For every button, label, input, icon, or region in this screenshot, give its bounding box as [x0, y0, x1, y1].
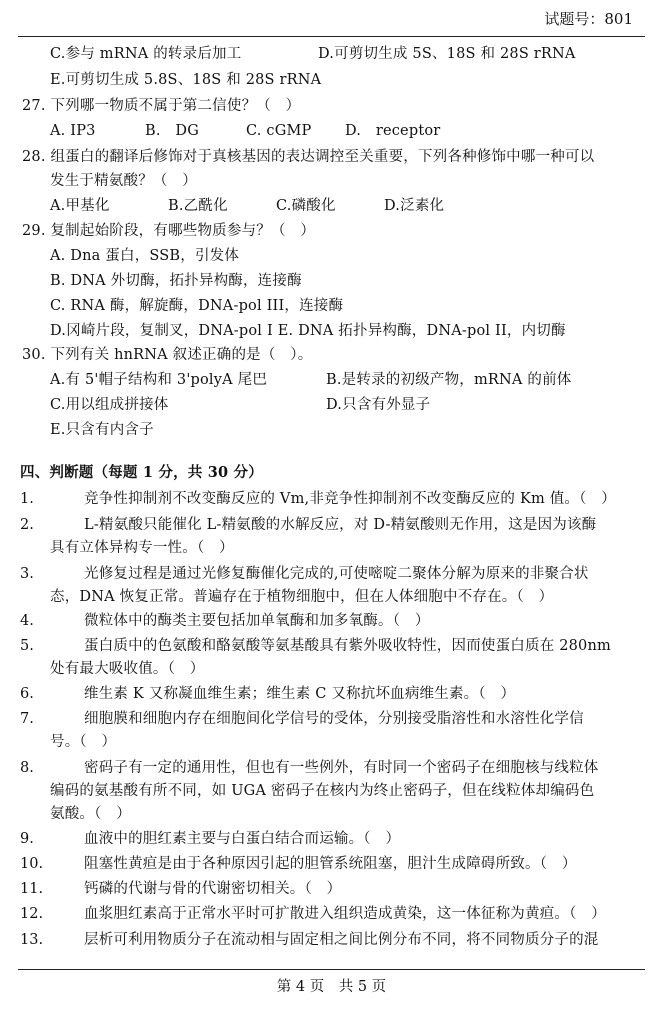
item-number: 9.: [20, 831, 34, 847]
item-number: 5.: [20, 638, 34, 654]
q29-option-a: A. Dna 蛋白，SSB，引发体: [50, 248, 240, 264]
q28-stem-line2: 发生于精氨酸？（ ）: [50, 173, 197, 189]
item-text-cont: 号。（ ）: [50, 734, 117, 750]
q27-option-a: A. IP3: [50, 123, 96, 139]
item-text: 钙磷的代谢与骨的代谢密切相关。（ ）: [84, 881, 342, 897]
q26-option-d: D.可剪切生成 5S、18S 和 28S rRNA: [318, 46, 576, 62]
q28-option-c: C.磷酸化: [276, 198, 336, 214]
item-number: 10.: [20, 856, 44, 872]
footer-rule: [18, 969, 645, 970]
item-text-cont: 处有最大吸收值。（ ）: [50, 661, 205, 677]
q30-option-b: B.是转录的初级产物，mRNA 的前体: [326, 372, 572, 388]
item-number: 12.: [20, 906, 44, 922]
exam-number: 试题号：801: [544, 10, 633, 28]
item-text: 阻塞性黄疸是由于各种原因引起的胆管系统阻塞，胆汁生成障碍所致。（ ）: [84, 856, 577, 872]
q29-option-b: B. DNA 外切酶，拓扑异构酶，连接酶: [50, 273, 302, 289]
header-rule: [18, 36, 645, 37]
item-number: 4.: [20, 613, 34, 629]
item-text: 竞争性抑制剂不改变酶反应的 Vm,非竞争性抑制剂不改变酶反应的 Km 值。（ ）: [84, 491, 616, 507]
q28-stem-line1: 28. 组蛋白的翻译后修饰对于真核基因的表达调控至关重要，下列各种修饰中哪一种可以: [22, 149, 595, 165]
q29-option-c: C. RNA 酶，解旋酶，DNA-pol III，连接酶: [50, 298, 344, 314]
item-number: 2.: [20, 517, 34, 533]
q27-option-d: D. receptor: [345, 123, 441, 139]
item-text: 微粒体中的酶类主要包括加单氧酶和加多氧酶。（ ）: [84, 613, 430, 629]
item-text: 维生素 K 又称凝血维生素；维生素 C 又称抗坏血病维生素。（ ）: [84, 686, 516, 702]
q29-stem: 29. 复制起始阶段，有哪些物质参与？（ ）: [22, 223, 316, 239]
item-text: L-精氨酸只能催化 L-精氨酸的水解反应，对 D-精氨酸则无作用，这是因为该酶: [84, 517, 597, 533]
item-text-cont: 具有立体异构专一性。（ ）: [50, 540, 234, 556]
item-number: 7.: [20, 711, 34, 727]
q27-option-c: C. cGMP: [246, 123, 312, 139]
q29-option-d-e: D.冈崎片段，复制叉，DNA-pol I E. DNA 拓扑异构酶，DNA-pol II，内切酶: [50, 323, 566, 339]
item-number: 11.: [20, 881, 44, 897]
q30-option-e: E.只含有内含子: [50, 422, 154, 438]
item-number: 3.: [20, 566, 34, 582]
item-text: 细胞膜和细胞内存在细胞间化学信号的受体，分别接受脂溶性和水溶性化学信: [84, 711, 584, 727]
section-title: 四、判断题（每题 1 分，共 30 分）: [20, 464, 263, 481]
item-text: 血液中的胆红素主要与白蛋白结合而运输。（ ）: [84, 831, 401, 847]
page-number: 第 4 页 共 5 页: [276, 979, 387, 995]
q28-option-a: A.甲基化: [50, 198, 110, 214]
q28-option-d: D.泛素化: [384, 198, 445, 214]
q30-option-c: C.用以组成拼接体: [50, 397, 169, 413]
item-number: 13.: [20, 932, 44, 948]
q26-option-e: E.可剪切生成 5.8S、18S 和 28S rRNA: [50, 72, 322, 88]
item-text: 血浆胆红素高于正常水平时可扩散进入组织造成黄染，这一体征称为黄疸。（ ）: [84, 906, 606, 922]
q30-option-d: D.只含有外显子: [326, 397, 431, 413]
item-text-cont: 编码的氨基酸有所不同，如 UGA 密码子在核内为终止密码子，但在线粒体却编码色: [50, 783, 595, 799]
item-number: 1.: [20, 491, 34, 507]
q27-stem: 27. 下列哪一物质不属于第二信使？（ ）: [22, 98, 301, 114]
q30-stem: 30. 下列有关 hnRNA 叙述正确的是（ ）。: [22, 347, 313, 363]
item-text: 层析可利用物质分子在流动相与固定相之间比例分布不同，将不同物质分子的混: [84, 932, 599, 948]
item-text: 蛋白质中的色氨酸和酪氨酸等氨基酸具有紫外吸收特性，因而使蛋白质在 280nm: [84, 638, 611, 654]
q27-option-b: B. DG: [145, 123, 199, 139]
item-number: 6.: [20, 686, 34, 702]
q30-option-a: A.有 5'帽子结构和 3'polyA 尾巴: [50, 372, 268, 388]
q28-option-b: B.乙酰化: [168, 198, 228, 214]
item-number: 8.: [20, 760, 34, 776]
item-text-cont: 态，DNA 恢复正常。普遍存在于植物细胞中，但在人体细胞中不存在。（ ）: [50, 589, 554, 605]
q26-option-c: C.参与 mRNA 的转录后加工: [50, 46, 242, 62]
item-text: 光修复过程是通过光修复酶催化完成的,可使嘧啶二聚体分解为原来的非聚合状: [84, 566, 589, 582]
item-text-cont: 氨酸。（ ）: [50, 806, 131, 822]
item-text: 密码子有一定的通用性，但也有一些例外，有时同一个密码子在细胞核与线粒体: [84, 760, 599, 776]
